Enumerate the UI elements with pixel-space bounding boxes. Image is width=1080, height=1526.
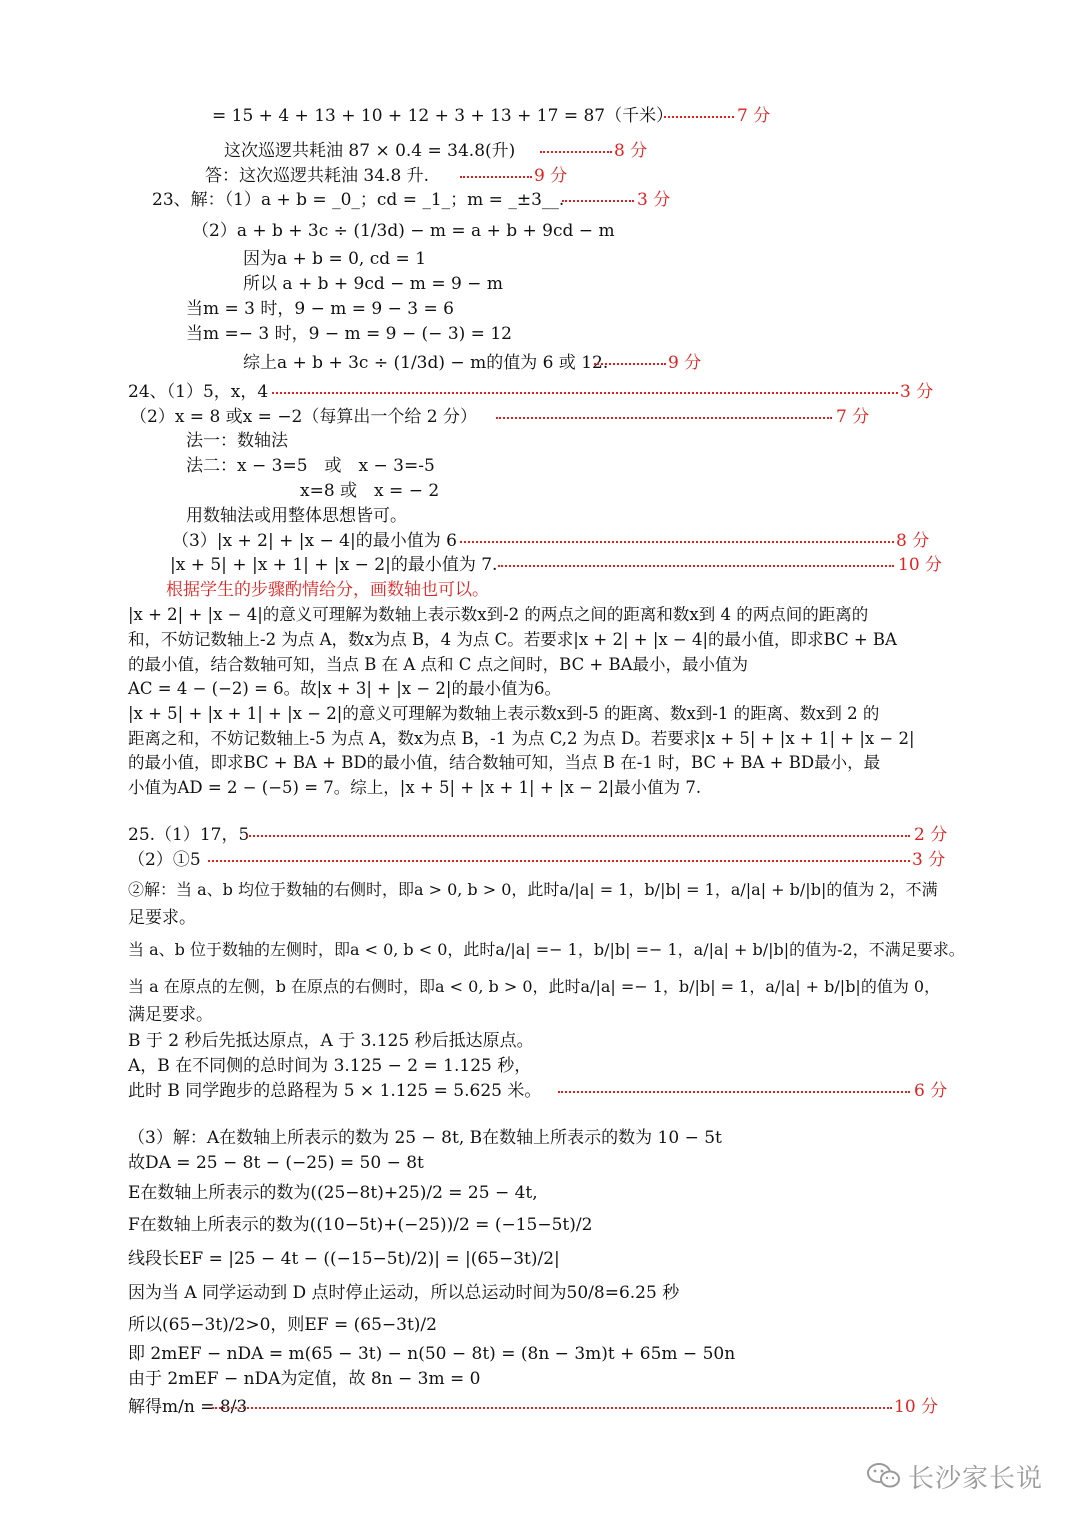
score-mark: 9 分 [668,353,702,373]
text-line: 法一：数轴法 [186,431,288,451]
text-line: 即 2mEF − nDA = m(65 − 3t) − n(50 − 8t) = (8n − 3m)t + 65m − 50n [128,1344,736,1364]
text-line: = 15 + 4 + 13 + 10 + 12 + 3 + 13 + 17 = 87（千米） [212,106,674,126]
score-leader [212,1407,892,1409]
score-mark: 2 分 [914,825,948,845]
text-line: （3）|x + 2| + |x − 4|的最小值为 6 [172,531,457,551]
text-line: 所以(65−3t)/2>0，则EF = (65−3t)/2 [128,1315,437,1335]
score-mark: 8 分 [614,141,648,161]
text-line: 小值为AD = 2 − (−5) = 7。综上，|x + 5| + |x + 1| + |x − 2|最小值为 7. [128,778,702,797]
text-line: B 于 2 秒后先抵达原点，A 于 3.125 秒后抵达原点。 [128,1031,534,1051]
score-mark: 3 分 [912,850,946,870]
score-mark: 6 分 [914,1081,948,1101]
grading-note: 根据学生的步骤酌情给分，画数轴也可以。 [166,580,489,600]
text-line: 因为a + b = 0, cd = 1 [243,249,427,269]
text-line: 故DA = 25 − 8t − (−25) = 50 − 8t [128,1153,424,1173]
text-line: 所以 a + b + 9cd − m = 9 − m [243,274,503,294]
text-line: （3）解：A在数轴上所表示的数为 25 − 8t, B在数轴上所表示的数为 10 − 5t [128,1128,722,1148]
score-mark: 10 分 [898,555,943,575]
score-mark: 3 分 [637,190,671,210]
wechat-icon [866,1462,902,1490]
text-line: 的最小值，即求BC + BA + BD的最小值，结合数轴可知，当点 B 在-1 时，BC + BA + BD最小，最 [128,753,881,772]
text-line: 法二：x − 3=5 或 x − 3=-5 [186,456,435,476]
watermark [868,1458,1043,1495]
text-line: 当 a 在原点的左侧，b 在原点的右侧时，即a < 0, b > 0，此时a/|a| =− 1，b/|b| = 1，a/|a| + b/|b|的值为 0， [128,977,941,996]
text-line: 当m = 3 时，9 − m = 9 − 3 = 6 [186,299,454,319]
text-line: 线段长EF = |25 − 4t − ((−15−5t)/2)| = |(65−3t)/2| [128,1249,560,1269]
score-leader [664,116,734,118]
text-line: 足要求。 [128,908,196,928]
text-line: 25.（1）17，5 [128,825,250,845]
text-line: ②解：当 a、b 均位于数轴的右侧时，即a > 0, b > 0，此时a/|a| = 1，b/|b| = 1，a/|a| + b/|b|的值为 2，不满 [128,880,938,899]
score-leader [460,176,532,178]
text-line: x=8 或 x = − 2 [300,481,440,501]
watermark-text: 长沙家长说 [908,1464,1044,1494]
text-line: 解得m/n = 8/3 [128,1397,248,1417]
text-line: 当 a、b 位于数轴的左侧时，即a < 0, b < 0，此时a/|a| =− 1，b/|b| =− 1，a/|a| + b/|b|的值为-2，不满足要求。 [128,940,965,959]
text-line: 距离之和，不妨记数轴上-5 为点 A，数x为点 B，-1 为点 C,2 为点 D。若要求|x + 5| + |x + 1| + |x − 2| [128,729,915,748]
text-line: 此时 B 同学跑步的总路程为 5 × 1.125 = 5.625 米。 [128,1081,542,1101]
score-mark: 8 分 [896,531,930,551]
text-line: |x + 5| + |x + 1| + |x − 2|的意义可理解为数轴上表示数x到-5 的距离、数x到-1 的距离、数x到 2 的 [128,704,880,723]
text-line: 满足要求。 [128,1005,213,1025]
score-mark: 7 分 [836,407,870,427]
text-line: E在数轴上所表示的数为((25−8t)+25)/2 = 25 − 4t, [128,1183,538,1203]
score-mark: 3 分 [900,382,934,402]
text-line: 因为当 A 同学运动到 D 点时停止运动，所以总运动时间为50/8=6.25 秒 [128,1283,680,1303]
text-line: 24、（1）5，x，4 [128,382,269,402]
text-line: |x + 5| + |x + 1| + |x − 2|的最小值为 7. [170,555,498,575]
score-mark: 7 分 [737,106,771,126]
text-line: 由于 2mEF − nDA为定值，故 8n − 3m = 0 [128,1369,481,1389]
score-leader [246,835,910,837]
text-line: （2）①5 [128,850,201,870]
score-leader [498,565,894,567]
text-line: AC = 4 − (−2) = 6。故|x + 3| + |x − 2|的最小值为6。 [128,679,561,698]
score-mark: 9 分 [534,166,568,186]
text-line: （2）a + b + 3c ÷ (1/3d) − m = a + b + 9cd − m [192,221,615,241]
score-leader [540,151,612,153]
score-leader [558,1091,910,1093]
score-leader [562,200,634,202]
score-leader [496,417,832,419]
score-leader [460,541,894,543]
text-line: 的最小值，结合数轴可知，当点 B 在 A 点和 C 点之间时，BC + BA最小，最小值为 [128,655,749,674]
text-line: 这次巡逻共耗油 87 × 0.4 = 34.8(升) [224,141,516,161]
text-line: 23、解：（1）a + b = _0_；cd = _1_；m = _±3__. [152,190,565,210]
score-leader [208,860,910,862]
text-line: 用数轴法或用整体思想皆可。 [186,506,407,526]
score-leader [272,392,898,394]
text-line: 当m =− 3 时，9 − m = 9 − (− 3) = 12 [186,324,512,344]
score-mark: 10 分 [894,1397,939,1417]
text-line: 答：这次巡逻共耗油 34.8 升. [205,166,430,186]
text-line: |x + 2| + |x − 4|的意义可理解为数轴上表示数x到-2 的两点之间的距离和数x到 4 的两点间的距离的 [128,605,869,624]
text-line: 综上a + b + 3c ÷ (1/3d) − m的值为 6 或 12. [243,353,609,373]
text-line: F在数轴上所表示的数为((10−5t)+(−25))/2 = (−15−5t)/2 [128,1215,593,1235]
text-line: （2）x = 8 或x = −2（每算出一个给 2 分） [130,407,477,427]
text-line: 和，不妨记数轴上-2 为点 A，数x为点 B，4 为点 C。若要求|x + 2| + |x − 4|的最小值，即求BC + BA [128,630,897,649]
text-line: A，B 在不同侧的总时间为 3.125 − 2 = 1.125 秒， [128,1056,532,1076]
score-leader [594,363,666,365]
